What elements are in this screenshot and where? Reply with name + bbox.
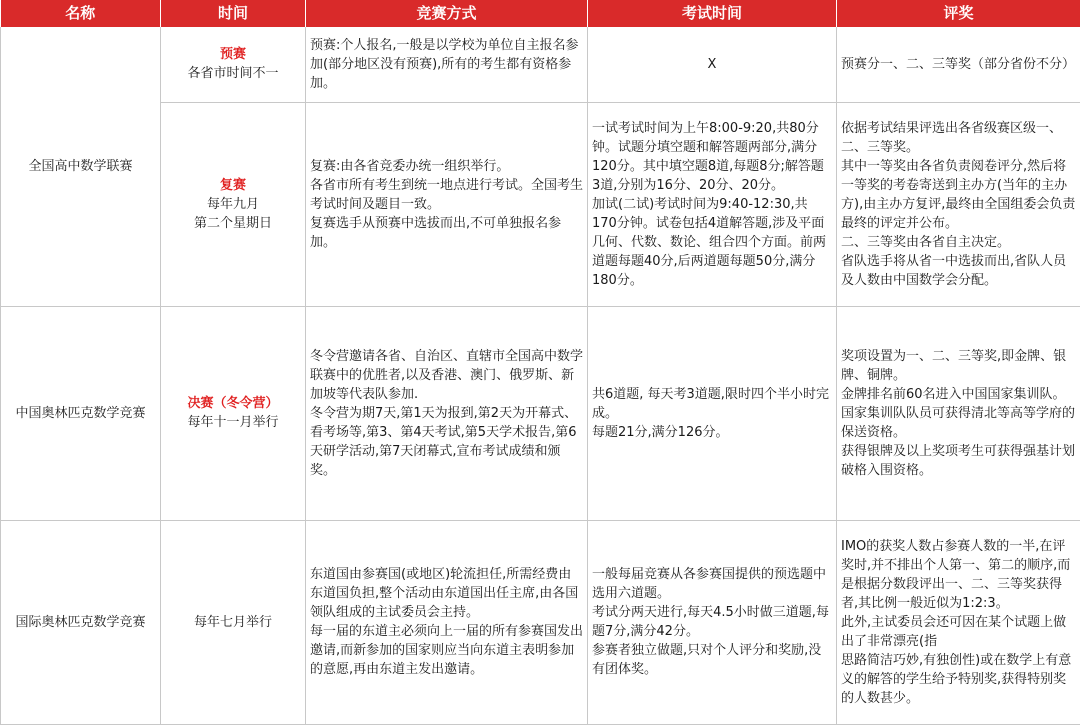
competition-name: 中国奥林匹克数学竞赛 [1,306,161,520]
table-row [1,27,1080,102]
time-cell [161,520,306,724]
method-cell: 冬令营邀请各省、自治区、直辖市全国高中数学联赛中的优胜者,以及香港、澳门、俄罗斯、新加坡等代表队参加. 冬令营为期7天,第1天为报到,第2天为开幕式、看考场等,第3、第4天考试,第5天学术报告,第6天研学活动,第7天闭幕式,宣布考试成绩和颁奖。 [306,306,588,520]
method-cell: 复赛:由各省竞委办统一组织举行。 各省市所有考生到统一地点进行考试。全国考生考试时间及题目一致。 复赛选手从预赛中选拔而出,不可单独报名参加。 [306,102,588,306]
stage-label: 预赛 [219,47,246,63]
time-line: 第二个星期日 [193,215,272,231]
award-cell: 奖项设置为一、二、三等奖,即金牌、银牌、铜牌。 金牌排名前60名进入中国国家集训队。 国家集训队队员可获得清北等高等学府的保送资格。 获得银牌及以上奖项考生可获得强基计划破格入围资格。 [837,306,1080,520]
stage-label: 决赛（冬令营） [187,396,279,411]
award-cell: 预赛分一、二、三等奖（部分省份不分） [837,27,1080,102]
table-row [1,102,1080,306]
award-cell: IMO的获奖人数占参赛人数的一半,在评奖时,并不排出个人第一、第二的顺序,而是根据分数段评出一、二、三等奖获得者,其比例一般近似为1:2:3。 此外,主试委员会还可因在某个试题上做出了非常漂亮(指 思路简洁巧妙,有独创性)或在数学上有意义的解答的学生给予特别奖,获得特别奖的人数甚少。 [837,520,1080,724]
exam-time-cell: 一般每届竞赛从各参赛国提供的预选题中选用六道题。 考试分两天进行,每天4.5小时做三道题,每题7分,满分42分。 参赛者独立做题,只对个人评分和奖励,没有团体奖。 [588,520,837,724]
header-name: 名称 [1,0,161,27]
table-row [1,306,1080,520]
award-cell: 依据考试结果评选出各省级赛区级一、二、三等奖。 其中一等奖由各省负责阅卷评分,然后将一等奖的考卷寄送到主办方(当年的主办方),由主办方复评,最终由全国组委会负责最终的评定并公布。 二、三等奖由各省自主决定。 省队选手将从省一中选拔而出,省队人员及人数由中国数学会分配。 [837,102,1080,306]
time-cell [161,102,306,306]
time-line: 每年十一月举行 [187,415,279,430]
time-cell [161,306,306,520]
time-line: 每年七月举行 [193,614,272,630]
competition-name: 国际奥林匹克数学竞赛 [1,520,161,724]
table-row [1,520,1080,724]
exam-time-cell: 一试考试时间为上午8:00-9:20,共80分钟。试题分填空题和解答题两部分,满分120分。其中填空题8道,每题8分;解答题3道,分别为16分、20分、20分。 加试(二试)考试时间为9:40-12:30,共170分钟。试卷包括4道解答题,涉及平面几何、代数、数论、组合四个方面。前两道题每题40分,后两道题每题50分,满分180分。 [588,102,837,306]
competition-name: 全国高中数学联赛 [1,27,161,306]
stage-label: 复赛 [219,177,246,193]
method-cell: 东道国由参赛国(或地区)轮流担任,所需经费由东道国负担,整个活动由东道国出任主席,由各国领队组成的主试委员会主持。 每一届的东道主必须向上一届的所有参赛国发出邀请,而新参加的国家则应当向东道主表明参加的意愿,再由东道主发出邀请。 [306,520,588,724]
header-method: 竞赛方式 [306,0,588,27]
exam-time-cell: 共6道题, 每天考3道题,限时四个半小时完成。 每题21分,满分126分。 [588,306,837,520]
header-award: 评奖 [837,0,1080,27]
time-cell [161,27,306,102]
method-cell: 预赛:个人报名,一般是以学校为单位自主报名参加(部分地区没有预赛),所有的考生都有资格参加。 [306,27,588,102]
header-exam-time: 考试时间 [588,0,837,27]
time-line: 各省市时间不一 [187,66,279,82]
exam-time-cell: X [588,27,837,102]
header-time: 时间 [161,0,306,27]
time-line: 每年九月 [206,196,259,212]
header-row [1,0,1080,27]
